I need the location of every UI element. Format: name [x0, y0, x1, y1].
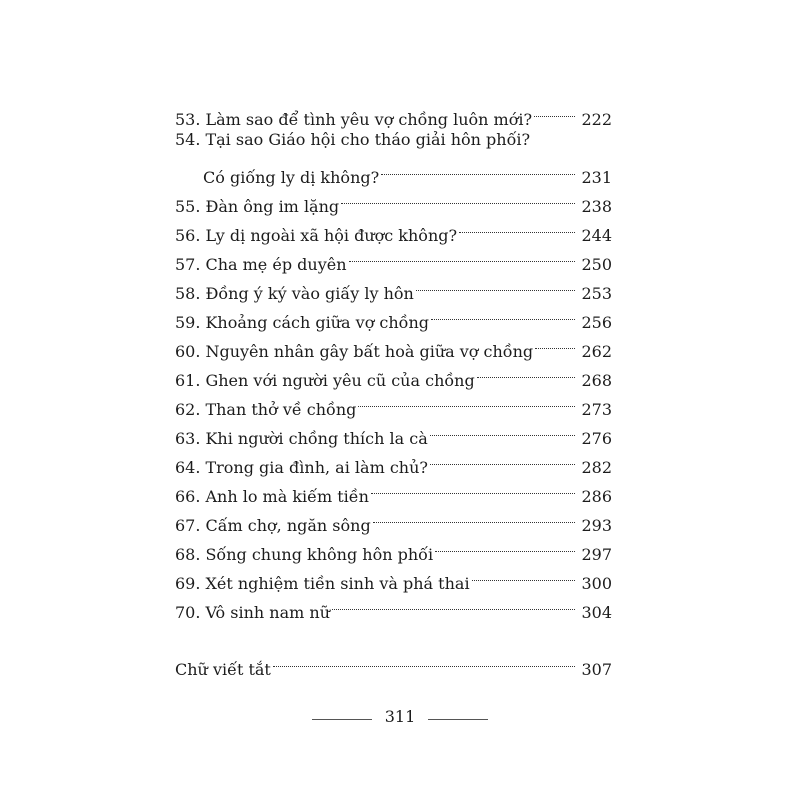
toc-entry-number: 62.: [175, 400, 201, 419]
toc-appendix-abbreviations: [175, 646, 612, 679]
page-footer: [0, 705, 800, 735]
toc-entry-60: [175, 328, 612, 361]
toc-entry-number: 61.: [175, 371, 201, 390]
toc-entry-page: 297: [581, 545, 612, 564]
toc-entry-number: 69.: [175, 574, 201, 593]
toc-entry-page: 256: [581, 313, 612, 332]
toc-entry-55: [175, 183, 612, 216]
toc-entry-title: Vô sinh nam nữ: [205, 603, 330, 622]
toc-entry-title: Xét nghiệm tiền sinh và phá thai: [205, 574, 470, 593]
toc-entry-number: 56.: [175, 226, 201, 245]
toc-entry-page: 286: [581, 487, 612, 506]
dot-leader: [273, 646, 576, 675]
toc-entry-number: 59.: [175, 313, 201, 332]
toc-entry-title: Than thở về chồng: [205, 400, 357, 419]
toc-entry-page: 250: [581, 255, 612, 274]
page-number: 311: [384, 707, 416, 726]
toc-entry-page: 300: [581, 574, 612, 593]
toc-entry-title: Khi người chồng thích la cà: [205, 429, 428, 448]
toc-entry-number: 68.: [175, 545, 201, 564]
toc-appendix-page: 307: [581, 660, 612, 679]
toc-entry-57: [175, 241, 612, 274]
toc-entry-page: 253: [581, 284, 612, 303]
toc-entry-page: 262: [581, 342, 612, 361]
toc-entry-53: [175, 96, 612, 129]
toc-entry-page: 273: [581, 400, 612, 419]
toc-entry-title: Tại sao Giáo hội cho tháo giải hôn phối?: [205, 130, 531, 149]
toc-entry-61: [175, 357, 612, 390]
dot-leader: [341, 183, 575, 212]
toc-entry-number: 70.: [175, 603, 201, 622]
toc-entry-title: Đồng ý ký vào giấy ly hôn: [205, 284, 414, 303]
toc-entry-page: 231: [581, 168, 612, 187]
toc-entry-title: Cha mẹ ép duyên: [205, 255, 347, 274]
dot-leader: [477, 357, 576, 386]
toc-entry-title: Khoảng cách giữa vợ chồng: [205, 313, 430, 332]
toc-entry-number: 53.: [175, 110, 201, 129]
dot-leader: [381, 154, 575, 183]
toc-entry-number: 66.: [175, 487, 201, 506]
dot-leader: [358, 386, 575, 415]
dot-leader: [535, 328, 575, 357]
toc-entry-63: [175, 415, 612, 448]
toc-entry-number: 57.: [175, 255, 201, 274]
toc-entry-page: 222: [581, 110, 612, 129]
toc-entry-title: Trong gia đình, ai làm chủ?: [205, 458, 428, 477]
toc-entry-67: [175, 502, 612, 535]
toc-entry-title: Nguyên nhân gây bất hoà giữa vợ chồng: [205, 342, 534, 361]
toc-entry-66: [175, 473, 612, 506]
toc-entry-title: Đàn ông im lặng: [205, 197, 340, 216]
toc-entry-page: 238: [581, 197, 612, 216]
toc-entry-page: 304: [581, 603, 612, 622]
dot-leader: [349, 241, 576, 270]
toc-entry-number: 55.: [175, 197, 201, 216]
table-of-contents: [175, 96, 612, 679]
toc-entry-70: [175, 589, 612, 622]
toc-entry-56: [175, 212, 612, 245]
toc-entry-title: Anh lo mà kiếm tiền: [205, 487, 369, 506]
toc-entry-number: 63.: [175, 429, 201, 448]
dot-leader: [373, 502, 576, 531]
dot-leader: [430, 415, 576, 444]
toc-entry-number: 54.: [175, 130, 201, 149]
toc-entry-title: Ghen với người yêu cũ của chồng: [205, 371, 475, 390]
footer-rule-left: [312, 719, 372, 720]
dot-leader: [534, 96, 575, 125]
toc-entry-number: 67.: [175, 516, 201, 535]
dot-leader: [435, 531, 575, 560]
toc-entry-62: [175, 386, 612, 419]
toc-entry-number: 60.: [175, 342, 201, 361]
toc-entry-54-continued: [175, 154, 612, 187]
dot-leader: [371, 473, 576, 502]
dot-leader: [459, 212, 575, 241]
toc-entry-number: 58.: [175, 284, 201, 303]
toc-entry-title: Ly dị ngoài xã hội được không?: [205, 226, 458, 245]
footer-rule-right: [428, 719, 488, 720]
toc-appendix-title: Chữ viết tắt: [175, 660, 271, 679]
toc-entry-68: [175, 531, 612, 564]
dot-leader: [332, 589, 575, 618]
toc-entry-number: 64.: [175, 458, 201, 477]
dot-leader: [430, 444, 575, 473]
toc-entry-58: [175, 270, 612, 303]
toc-entry-title: Sống chung không hôn phối: [205, 545, 434, 564]
dot-leader: [472, 560, 576, 589]
toc-entry-page: 244: [581, 226, 612, 245]
toc-entry-page: 293: [581, 516, 612, 535]
dot-leader: [416, 270, 576, 299]
toc-entry-59: [175, 299, 612, 332]
toc-entry-title: Làm sao để tình yêu vợ chồng luôn mới?: [205, 110, 533, 129]
toc-entry-54: [175, 125, 612, 154]
toc-entry-64: [175, 444, 612, 477]
toc-entry-page: 268: [581, 371, 612, 390]
dot-leader: [431, 299, 575, 328]
toc-entry-page: 282: [581, 458, 612, 477]
toc-entry-page: 276: [581, 429, 612, 448]
toc-entry-69: [175, 560, 612, 593]
toc-entry-title: Có giống ly dị không?: [203, 168, 380, 187]
toc-entry-title: Cấm chợ, ngăn sông: [205, 516, 371, 535]
